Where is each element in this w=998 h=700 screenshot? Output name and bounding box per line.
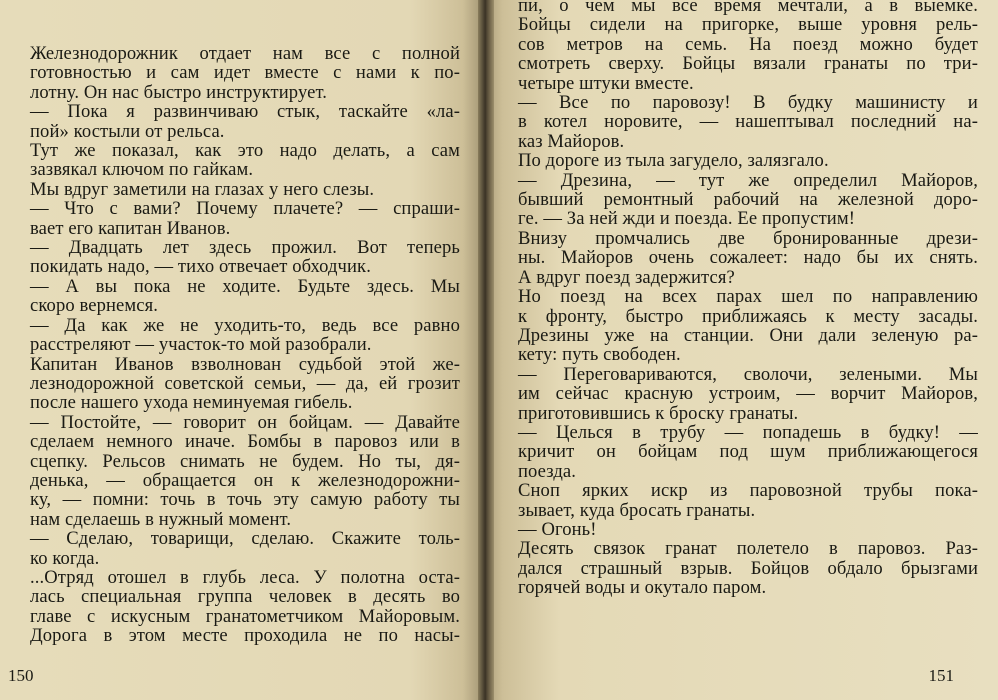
text-line: сов метров на семь. На поезд можно будет	[518, 33, 978, 55]
right-page-number: 151	[928, 666, 954, 685]
text-line: — А вы пока не ходите. Будьте здесь. Мы	[30, 275, 460, 297]
right-page	[482, 0, 998, 700]
text-line: — Сделаю, товарищи, сделаю. Скажите толь-	[30, 528, 460, 550]
text-line: четыре штуки вместе.	[518, 72, 694, 94]
text-line: ге. — За ней жди и поезда. Ее пропустим!	[518, 208, 856, 230]
text-line: к фронту, быстро приближаясь к месту засады.	[518, 305, 978, 327]
text-line: вает его капитан Иванов.	[30, 217, 231, 239]
text-line: Капитан Иванов взволнован судьбой этой же-	[30, 353, 460, 375]
text-line: главе с искусным гранатометчиком Майоровым.	[30, 605, 460, 627]
text-line: расстреляют — участок-то мой разобрали.	[30, 334, 372, 356]
right-page-text	[518, 0, 978, 598]
text-line: Но поезд на всех парах шел по направлению	[518, 286, 978, 308]
text-line: сцепку. Рельсов снимать не будем. Но ты, дя-	[30, 450, 460, 472]
left-page	[0, 0, 482, 700]
text-line: кричит он бойцам под шум приближающегося	[518, 441, 978, 463]
text-line: приготовившись к броску гранаты.	[518, 402, 799, 424]
text-line: — Да как же не уходить-то, ведь все равно	[30, 314, 460, 336]
text-line: зывает, куда бросать гранаты.	[518, 499, 756, 521]
text-line: в котел норовите, — нашептывал последний на-	[518, 111, 978, 133]
text-line: покидать надо, — тихо отвечает обходчик.	[30, 256, 371, 278]
text-line: Сноп ярких искр из паровозной трубы пока-	[518, 480, 978, 502]
text-line: денька, — обращается он к железнодорожни-	[30, 469, 460, 491]
text-line: каз Майоров.	[518, 130, 625, 152]
text-line: скоро вернемся.	[30, 295, 159, 317]
text-line: ...Отряд отошел в глубь леса. У полотна оста-	[30, 566, 460, 588]
text-line: Бойцы сидели на пригорке, выше уровня рель-	[518, 14, 978, 36]
text-line: ко когда.	[30, 547, 100, 569]
text-line: Дрезины уже на станции. Они дали зеленую ра-	[518, 324, 978, 346]
text-line: кету: путь свободен.	[518, 344, 681, 366]
text-line: зазвякал ключом по гайкам.	[30, 159, 254, 181]
text-line: Десять связок гранат полетело в паровоз. Раз-	[518, 538, 978, 560]
text-line: бывший ремонтный рабочий на железной доро-	[518, 189, 978, 211]
text-line: ны. Майоров очень сожалеет: надо бы их снять.	[518, 247, 978, 269]
text-line: Мы вдруг заметили на глазах у него слезы.	[30, 178, 375, 200]
text-line: Дорога в этом месте проходила не по насы-	[30, 625, 460, 647]
text-line: — Постойте, — говорит он бойцам. — Давайте	[30, 411, 460, 433]
text-line: сделаем немного иначе. Бомбы в паровоз или в	[30, 431, 460, 453]
text-line: — Переговариваются, сволочи, зелеными. Мы	[518, 363, 978, 385]
text-line: готовностью и сам идет вместе с нами к по-	[30, 62, 460, 84]
text-line: Тут же показал, как это надо делать, а сам	[30, 140, 460, 162]
text-line: ку, — помни: точь в точь эту самую работу ты	[30, 489, 460, 511]
text-line: — Что с вами? Почему плачете? — спраши-	[30, 198, 460, 220]
text-line: — Целься в трубу — попадешь в будку! —	[518, 421, 978, 443]
text-line: — Огонь!	[518, 518, 597, 540]
left-page-number: 150	[8, 666, 34, 685]
text-line: после нашего ухода неминуемая гибель.	[30, 392, 353, 414]
text-line: — Дрезина, — тут же определил Майоров,	[518, 169, 978, 191]
text-line: По дороге из тыла загудело, залязгало.	[518, 150, 829, 172]
text-line: Внизу промчались две бронированные дрези-	[518, 227, 978, 249]
text-line: А вдруг поезд задержится?	[518, 266, 735, 288]
text-line: горячей воды и окутало паром.	[518, 577, 767, 599]
text-line: смотреть сверху. Бойцы вязали гранаты по три-	[518, 53, 978, 75]
text-line: лезнодорожной советской семьи, — да, ей грозит	[30, 372, 460, 394]
text-line: лотну. Он нас быстро инструктирует.	[30, 81, 328, 103]
text-line: Железнодорожник отдает нам все с полной	[30, 43, 460, 64]
text-line: — Все по паровозу! В будку машинисту и	[518, 92, 978, 114]
text-line: — Двадцать лет здесь прожил. Вот теперь	[30, 237, 460, 259]
text-line: лась специальная группа человек в десять во	[30, 586, 460, 608]
text-line: дался страшный взрыв. Бойцов обдало брызгами	[518, 557, 978, 579]
left-page-text	[30, 44, 460, 646]
text-line: поезда.	[518, 460, 577, 482]
text-line: нам сделаешь в нужный момент.	[30, 508, 292, 530]
text-line: пи, о чем мы все время мечтали, а в выемке.	[518, 0, 978, 16]
book-gutter	[478, 0, 494, 700]
text-line: — Пока я развинчиваю стык, таскайте «ла-	[30, 101, 460, 123]
text-line: пой» костыли от рельса.	[30, 120, 225, 142]
text-line: им сейчас красную устроим, — ворчит Майоров,	[518, 383, 978, 405]
